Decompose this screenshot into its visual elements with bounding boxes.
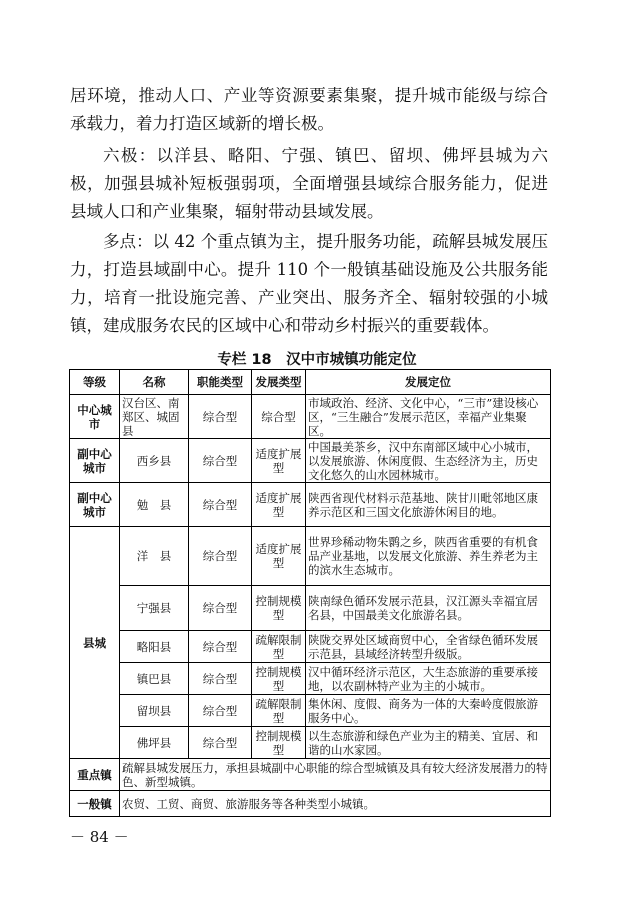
name-cell: 勉 县 <box>120 483 189 527</box>
dev-cell: 适度扩展型 <box>252 527 306 586</box>
town-description-cell: 农贸、工贸、商贸、旅游服务等各种类型小城镇。 <box>120 791 551 817</box>
positioning-cell: 汉中循环经济示范区，大生态旅游的重要承接地，以农副林特产业为主的小城市。 <box>306 663 551 695</box>
name-cell: 西乡县 <box>120 439 189 483</box>
paragraph-six-poles: 六极：以洋县、略阳、宁强、镇巴、留坝、佛坪县城为六极，加强县城补短板强弱项，全面增强县域综合服务能力，促进县域人口和产业集聚，辐射带动县域发展。 <box>70 146 548 221</box>
name-cell: 汉台区、南郑区、城固县 <box>120 395 189 439</box>
paragraph-continuation: 居环境，推动人口、产业等资源要素集聚，提升城市能级与综合承载力，着力打造区域新的增长极。 <box>70 86 548 133</box>
level-cell: 中心城市 <box>70 395 120 439</box>
level-cell: 重点镇 <box>70 759 120 791</box>
town-description-cell: 疏解县城发展压力，承担县城副中心职能的综合型城镇及具有较大经济发展潜力的特色、新型城镇。 <box>120 759 551 791</box>
dev-cell: 疏解限制型 <box>252 695 306 727</box>
positioning-cell: 陕陇交界处区域商贸中心，全省绿色循环发展示范县，县域经济转型升级版。 <box>306 631 551 663</box>
func-cell: 综合型 <box>189 631 252 663</box>
func-cell: 综合型 <box>189 695 252 727</box>
level-cell: 副中心城市 <box>70 483 120 527</box>
header-func-type: 职能类型 <box>189 370 252 395</box>
table-row <box>70 695 551 727</box>
dev-cell: 适度扩展型 <box>252 439 306 483</box>
town-function-table <box>69 369 551 817</box>
positioning-cell: 世界珍稀动物朱鹮之乡，陕西省重要的有机食品产业基地，以发展文化旅游、养生养老为主的滨水生态城市。 <box>306 527 551 586</box>
header-level: 等级 <box>70 370 120 395</box>
dev-cell: 疏解限制型 <box>252 631 306 663</box>
table-row <box>70 527 551 586</box>
name-cell: 镇巴县 <box>120 663 189 695</box>
name-cell: 留坝县 <box>120 695 189 727</box>
func-cell: 综合型 <box>189 483 252 527</box>
paragraph-multi-points: 多点：以 42 个重点镇为主，提升服务功能，疏解县城发展压力，打造县域副中心。提升 110 个一般镇基础设施及公共服务能力，培育一批设施完善、产业突出、服务齐全、辐射较强的小城镇，建成服务农民的区域中心和带动乡村振兴的重要载体。 <box>70 232 548 335</box>
func-cell: 综合型 <box>189 586 252 631</box>
header-dev-type: 发展类型 <box>252 370 306 395</box>
page-number: － 84 － <box>70 828 129 846</box>
dev-cell: 控制规模型 <box>252 727 306 759</box>
dev-cell: 适度扩展型 <box>252 483 306 527</box>
func-cell: 综合型 <box>189 439 252 483</box>
table-row <box>70 759 551 791</box>
table-row <box>70 791 551 817</box>
table-row <box>70 395 551 439</box>
header-name: 名称 <box>120 370 189 395</box>
level-cell: 一般镇 <box>70 791 120 817</box>
dev-cell: 控制规模型 <box>252 586 306 631</box>
dev-cell: 综合型 <box>252 395 306 439</box>
dev-cell: 控制规模型 <box>252 663 306 695</box>
table-caption: 专栏 18 汉中市城镇功能定位 <box>217 352 417 368</box>
table-row <box>70 727 551 759</box>
table-row <box>70 483 551 527</box>
table-row <box>70 631 551 663</box>
name-cell: 宁强县 <box>120 586 189 631</box>
func-cell: 综合型 <box>189 663 252 695</box>
positioning-cell: 陕南绿色循环发展示范县，汉江源头幸福宜居名县，中国最美文化旅游名县。 <box>306 586 551 631</box>
positioning-cell: 陕西省现代材料示范基地、陕甘川毗邻地区康养示范区和三国文化旅游休闲目的地。 <box>306 483 551 527</box>
table-header-row <box>70 370 551 395</box>
table-row <box>70 439 551 483</box>
positioning-cell: 市域政治、经济、文化中心，“三市”建设核心区，“三生融合”发展示范区，幸福产业集聚区。 <box>306 395 551 439</box>
func-cell: 综合型 <box>189 395 252 439</box>
level-cell: 副中心城市 <box>70 439 120 483</box>
table-row <box>70 663 551 695</box>
name-cell: 略阳县 <box>120 631 189 663</box>
table-row <box>70 586 551 631</box>
positioning-cell: 中国最美茶乡，汉中东南部区域中心小城市，以发展旅游、休闲度假、生态经济为主，历史文化悠久的山水园林城市。 <box>306 439 551 483</box>
name-cell: 洋 县 <box>120 527 189 586</box>
positioning-cell: 集休闲、度假、商务为一体的大秦岭度假旅游服务中心。 <box>306 695 551 727</box>
name-cell: 佛坪县 <box>120 727 189 759</box>
header-positioning: 发展定位 <box>306 370 551 395</box>
positioning-cell: 以生态旅游和绿色产业为主的精美、宜居、和谐的山水家园。 <box>306 727 551 759</box>
level-cell-county: 县城 <box>70 527 120 759</box>
func-cell: 综合型 <box>189 727 252 759</box>
func-cell: 综合型 <box>189 527 252 586</box>
